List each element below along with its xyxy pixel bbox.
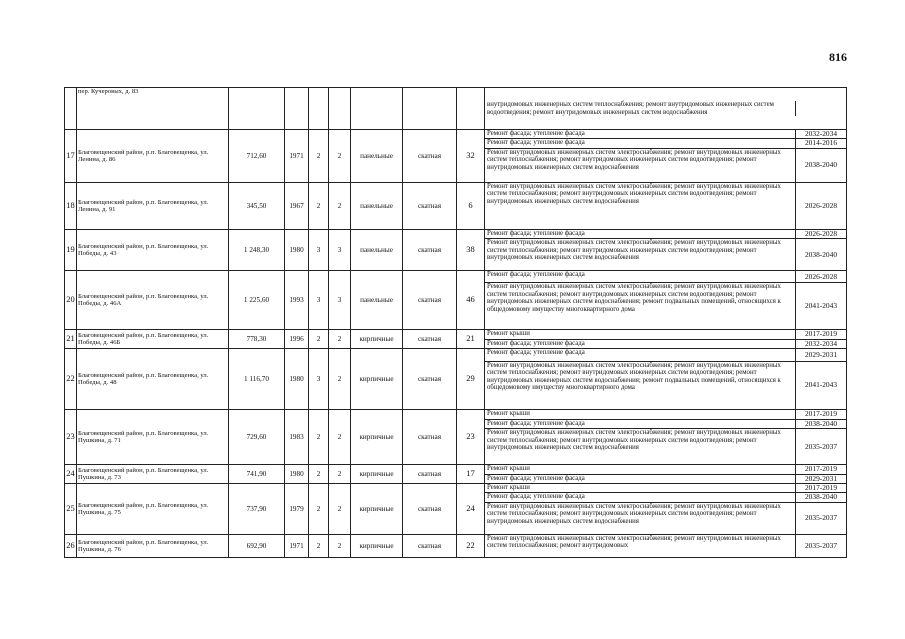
walls-cell: кирпичные xyxy=(351,349,403,410)
work-item xyxy=(485,330,846,340)
work-period: 2038-2040 xyxy=(804,418,838,428)
walls-cell: кирпичные xyxy=(351,484,403,535)
floors-cell: 2 xyxy=(309,535,329,558)
address-cell: Благовещенский район, р.п. Благовещенка, ул. Пушкина, д. 71 xyxy=(77,410,229,465)
work-period xyxy=(796,101,846,116)
floors-cell: 2 xyxy=(309,465,329,484)
row-number: 25 xyxy=(65,484,77,535)
flats-cell: 29 xyxy=(457,349,485,410)
address-cell: Благовещенский район, р.п. Благовещенка, ул. Победы, д. 46А xyxy=(77,271,229,330)
area-cell: 741,90 xyxy=(229,465,285,484)
table-body xyxy=(65,88,847,558)
walls-cell: кирпичные xyxy=(351,465,403,484)
flats-cell: 22 xyxy=(457,535,485,558)
repair-program-table xyxy=(64,87,846,583)
works-cell xyxy=(485,230,847,271)
floors-cell: 2 xyxy=(309,410,329,465)
table-row xyxy=(65,349,847,410)
area-cell: 345,50 xyxy=(229,183,285,230)
work-name: Ремонт внутридомовых инженерных систем электроснабжения; ремонт внутридомовых инженерных систем теплоснабжения; ремонт внутридомовых инженерных систем водоотведения; ремонт внутридомовых инженерных систем водоснабжения xyxy=(485,239,796,270)
flats-cell: 32 xyxy=(457,130,485,183)
year-cell: 1971 xyxy=(285,130,309,183)
work-period: 2017-2019 xyxy=(804,483,838,492)
works-cell xyxy=(485,330,847,349)
flats-cell: 23 xyxy=(457,410,485,465)
entrances-cell: 2 xyxy=(329,330,351,349)
roof-cell: скатная xyxy=(403,410,457,465)
row-number: 21 xyxy=(65,330,77,349)
table-row xyxy=(65,183,847,230)
work-period: 2041-2043 xyxy=(804,301,838,311)
walls-cell: панельные xyxy=(351,130,403,183)
walls-cell: кирпичные xyxy=(351,330,403,349)
roof-cell: скатная xyxy=(403,130,457,183)
floors-cell: 3 xyxy=(309,349,329,410)
row-number: 24 xyxy=(65,465,77,484)
year-cell: 1980 xyxy=(285,349,309,410)
entrances-cell: 2 xyxy=(329,535,351,558)
floors-cell: 2 xyxy=(309,130,329,183)
work-item xyxy=(485,283,846,329)
roof-cell: скатная xyxy=(403,230,457,271)
flats-cell: 21 xyxy=(457,330,485,349)
work-period: 2035-2037 xyxy=(804,540,838,550)
work-name: Ремонт крыши xyxy=(485,330,796,339)
work-period: 2038-2040 xyxy=(804,160,838,170)
works-cell xyxy=(485,130,847,183)
entrances-cell: 3 xyxy=(329,230,351,271)
work-name: Ремонт внутридомовых инженерных систем электроснабжения; ремонт внутридомовых инженерных систем теплоснабжения; ремонт внутридомовых инженерных систем водоотведения; ремонт внутридомовых инженерных систем водоснабжения xyxy=(485,183,796,229)
walls-cell: панельные xyxy=(351,230,403,271)
work-item xyxy=(485,183,846,229)
row-number: 23 xyxy=(65,410,77,465)
roof-cell: скатная xyxy=(403,465,457,484)
work-item xyxy=(485,465,846,475)
row-number: 22 xyxy=(65,349,77,410)
works-cell xyxy=(485,349,847,410)
table-row xyxy=(65,271,847,330)
walls-cell: панельные xyxy=(351,183,403,230)
area-cell: 1 116,70 xyxy=(229,349,285,410)
work-name: Ремонт фасада; утепление фасада xyxy=(485,420,796,429)
address-cell: Благовещенский район, р.п. Благовещенка, ул. Победы, д. 43 xyxy=(77,230,229,271)
walls-cell: кирпичные xyxy=(351,535,403,558)
entrances-cell: 2 xyxy=(329,410,351,465)
roof-cell: скатная xyxy=(403,183,457,230)
row-number: 17 xyxy=(65,130,77,183)
work-item xyxy=(485,429,846,464)
year-cell: 1967 xyxy=(285,183,309,230)
year-cell: 1983 xyxy=(285,410,309,465)
row-number: 26 xyxy=(65,535,77,558)
year-cell: 1980 xyxy=(285,465,309,484)
entrances-cell: 2 xyxy=(329,183,351,230)
works-cell xyxy=(485,465,847,484)
table-row xyxy=(65,88,847,130)
work-name: Ремонт фасада; утепление фасада xyxy=(485,271,796,282)
work-period: 2026-2028 xyxy=(804,271,838,281)
roof-cell: скатная xyxy=(403,484,457,535)
address-cell: Благовещенский район, р.п. Благовещенка, ул. Пушкина, д. 76 xyxy=(77,535,229,558)
works-cell xyxy=(485,410,847,465)
row-number: 19 xyxy=(65,230,77,271)
work-item xyxy=(485,420,846,430)
flats-cell: 24 xyxy=(457,484,485,535)
work-period: 2026-2028 xyxy=(804,229,838,238)
work-name: Ремонт внутридомовых инженерных систем электроснабжения; ремонт внутридомовых инженерных систем теплоснабжения; ремонт внутридомовых xyxy=(485,535,796,557)
work-name: Ремонт внутридомовых инженерных систем электроснабжения; ремонт внутридомовых инженерных систем теплоснабжения; ремонт внутридомовых инженерных систем водоотведения; ремонт внутридомовых инженерных систем водоснабжения xyxy=(485,149,796,182)
flats-cell: 17 xyxy=(457,465,485,484)
work-period: 2038-2040 xyxy=(804,249,838,259)
table-row xyxy=(65,465,847,484)
work-item xyxy=(485,503,846,534)
table-row xyxy=(65,330,847,349)
area-cell: 737,90 xyxy=(229,484,285,535)
work-name: Ремонт крыши xyxy=(485,410,796,419)
area-cell: 1 225,60 xyxy=(229,271,285,330)
work-period: 2017-2019 xyxy=(804,329,838,339)
roof-cell: скатная xyxy=(403,330,457,349)
works-cell xyxy=(485,88,847,130)
address-cell: пер. Кучеровых, д. 83 xyxy=(77,88,229,130)
flats-cell: 46 xyxy=(457,271,485,330)
work-item xyxy=(485,230,846,239)
flats-cell: 38 xyxy=(457,230,485,271)
table-row xyxy=(65,484,847,535)
entrances-cell: 2 xyxy=(329,349,351,410)
table-row xyxy=(65,230,847,271)
year-cell: 1971 xyxy=(285,535,309,558)
roof-cell: скатная xyxy=(403,349,457,410)
flats-cell: 6 xyxy=(457,183,485,230)
entrances-cell: 2 xyxy=(329,465,351,484)
work-period: 2017-2019 xyxy=(804,409,838,419)
entrances-cell: 2 xyxy=(329,484,351,535)
work-name: Ремонт крыши xyxy=(485,465,796,474)
work-name: Ремонт крыши xyxy=(485,484,796,492)
work-period: 2038-2040 xyxy=(804,492,838,502)
work-period: 2035-2037 xyxy=(804,513,838,523)
works-cell xyxy=(485,484,847,535)
year-cell: 1996 xyxy=(285,330,309,349)
work-item xyxy=(485,410,846,420)
entrances-cell: 3 xyxy=(329,271,351,330)
year-cell: 1980 xyxy=(285,230,309,271)
work-item xyxy=(485,484,846,493)
work-item xyxy=(485,340,846,349)
work-period: 2035-2037 xyxy=(804,441,838,451)
works-cell xyxy=(485,183,847,230)
table-row xyxy=(65,130,847,183)
address-cell: Благовещенский район, р.п. Благовещенка, ул. Победы, д. 46Б xyxy=(77,330,229,349)
works-cell xyxy=(485,271,847,330)
row-number: 20 xyxy=(65,271,77,330)
work-period: 2041-2043 xyxy=(804,380,838,390)
address-cell: Благовещенский район, р.п. Благовещенка, ул. Пушкина, д. 73 xyxy=(77,465,229,484)
address-cell: Благовещенский район, р.п. Благовещенка, ул. Пушкина, д. 75 xyxy=(77,484,229,535)
works-cell xyxy=(485,535,847,558)
work-name: Ремонт фасада; утепление фасада xyxy=(485,493,796,501)
roof-cell: скатная xyxy=(403,535,457,558)
work-period: 2032-2034 xyxy=(804,129,838,139)
work-item xyxy=(485,271,846,283)
address-cell: Благовещенский район, р.п. Благовещенка, ул. Победы, д. 48 xyxy=(77,349,229,410)
work-period: 2014-2016 xyxy=(804,138,838,148)
entrances-cell: 2 xyxy=(329,130,351,183)
work-name: Ремонт фасада; утепление фасада xyxy=(485,139,796,147)
work-name: Ремонт фасада; утепление фасада xyxy=(485,230,796,238)
floors-cell: 2 xyxy=(309,330,329,349)
work-name: Ремонт фасада; утепление фасада xyxy=(485,130,796,138)
floors-cell: 2 xyxy=(309,484,329,535)
row-number: 18 xyxy=(65,183,77,230)
work-item xyxy=(485,139,846,148)
work-period: 2026-2028 xyxy=(804,200,838,210)
work-item xyxy=(485,493,846,502)
work-item xyxy=(485,362,846,409)
area-cell: 778,30 xyxy=(229,330,285,349)
work-name: Ремонт фасада; утепление фасада xyxy=(485,340,796,349)
work-name: Ремонт фасада; утепление фасада xyxy=(485,349,796,361)
page-number: 816 xyxy=(829,50,847,64)
area-cell: 1 248,30 xyxy=(229,230,285,271)
floors-cell: 3 xyxy=(309,271,329,330)
floors-cell: 3 xyxy=(309,230,329,271)
work-name: Ремонт фасада; утепление фасада xyxy=(485,475,796,484)
floors-cell: 2 xyxy=(309,183,329,230)
walls-cell: кирпичные xyxy=(351,410,403,465)
work-period: 2029-2031 xyxy=(804,473,838,483)
work-item xyxy=(485,239,846,270)
work-name: Ремонт внутридомовых инженерных систем электроснабжения; ремонт внутридомовых инженерных систем теплоснабжения; ремонт внутридомовых инженерных систем водоотведения; ремонт внутридомовых инженерных систем водоснабжения xyxy=(485,503,796,534)
work-name: Ремонт внутридомовых инженерных систем электроснабжения; ремонт внутридомовых инженерных систем теплоснабжения; ремонт внутридомовых инженерных систем водоотведения; ремонт внутридомовых инженерных систем водоснабжения xyxy=(485,429,796,464)
table-row xyxy=(65,410,847,465)
work-name: внутридомовых инженерных систем теплоснабжения; ремонт внутридомовых инженерных систем водоотведения; ремонт внутридомовых инженерных систем водоснабжения xyxy=(485,101,796,116)
work-period: 2029-2031 xyxy=(804,349,838,359)
work-item xyxy=(485,149,846,182)
year-cell: 1979 xyxy=(285,484,309,535)
year-cell: 1993 xyxy=(285,271,309,330)
work-item xyxy=(485,475,846,484)
roof-cell: скатная xyxy=(403,271,457,330)
area-cell: 712,60 xyxy=(229,130,285,183)
work-period: 2032-2034 xyxy=(804,338,838,348)
work-name: Ремонт внутридомовых инженерных систем электроснабжения; ремонт внутридомовых инженерных систем теплоснабжения; ремонт внутридомовых инженерных систем водоотведения; ремонт внутридомовых инженерных систем водоснабжения; ремонт подвальных помещений, относящихся к общедомовому имуществу многоквартирного дома xyxy=(485,362,796,409)
walls-cell: панельные xyxy=(351,271,403,330)
work-name: Ремонт внутридомовых инженерных систем электроснабжения; ремонт внутридомовых инженерных систем теплоснабжения; ремонт внутридомовых инженерных систем водоотведения; ремонт внутридомовых инженерных систем водоснабжения; ремонт подвальных помещений, относящихся к общедомовому имуществу многоквартирного дома xyxy=(485,283,796,329)
address-cell: Благовещенский район, р.п. Благовещенка, ул. Ленина, д. 91 xyxy=(77,183,229,230)
area-cell: 692,90 xyxy=(229,535,285,558)
table-row xyxy=(65,535,847,558)
work-item xyxy=(485,130,846,139)
work-item xyxy=(485,535,846,557)
work-item xyxy=(485,349,846,362)
work-period: 2017-2019 xyxy=(804,464,838,474)
address-cell: Благовещенский район, р.п. Благовещенка, ул. Ленина, д. 86 xyxy=(77,130,229,183)
area-cell: 729,60 xyxy=(229,410,285,465)
